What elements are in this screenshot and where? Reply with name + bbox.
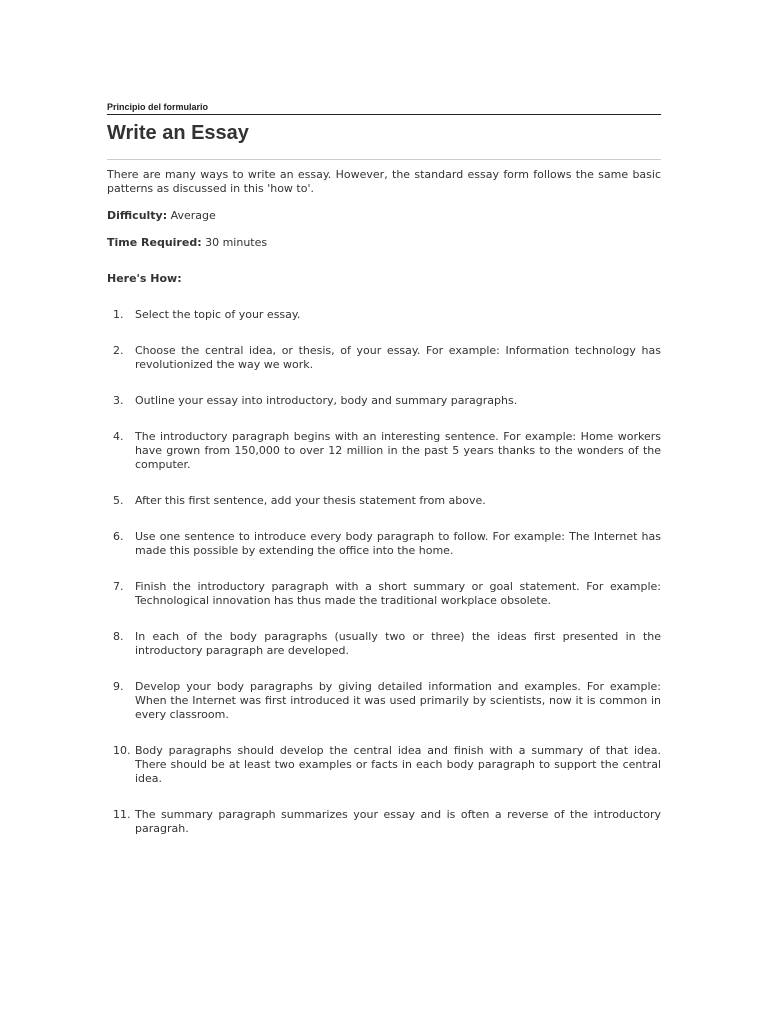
document-page	[107, 101, 661, 858]
step-number: 7.	[113, 580, 124, 593]
time-required-line	[107, 236, 661, 250]
title-divider	[107, 159, 661, 160]
intro-paragraph: There are many ways to write an essay. However, the standard essay form follows the same basic patterns as discussed in this 'how to'.	[107, 168, 661, 195]
step-item	[107, 744, 661, 786]
step-item	[107, 808, 661, 836]
step-item	[107, 308, 661, 322]
step-text: In each of the body paragraphs (usually two or three) the ideas first presented in the introductory paragraph are developed.	[135, 630, 661, 657]
step-item	[107, 630, 661, 658]
step-text: Finish the introductory paragraph with a short summary or goal statement. For example: Technological innovation has thus made the traditional workplace obsolete.	[135, 580, 661, 607]
step-item	[107, 430, 661, 472]
step-number: 5.	[113, 494, 124, 507]
steps-list	[107, 308, 661, 836]
difficulty-value: Average	[170, 209, 216, 222]
step-number: 1.	[113, 308, 124, 321]
step-text: Develop your body paragraphs by giving detailed information and examples. For example: When the Internet was first introduced it was used primarily by scientists, now it is common in every classroom.	[135, 680, 661, 721]
step-number: 3.	[113, 394, 124, 407]
step-number: 8.	[113, 630, 124, 643]
step-number: 6.	[113, 530, 124, 543]
time-required-label: Time Required:	[107, 236, 202, 249]
step-text: Outline your essay into introductory, body and summary paragraphs.	[135, 394, 518, 407]
step-item	[107, 494, 661, 508]
step-number: 2.	[113, 344, 124, 357]
step-number: 11.	[113, 808, 131, 821]
page-title: Write an Essay	[107, 122, 249, 144]
difficulty-label: Difficulty:	[107, 209, 168, 222]
step-text: Choose the central idea, or thesis, of your essay. For example: Information technology has revolutionized the way we work.	[135, 344, 661, 371]
step-number: 4.	[113, 430, 124, 443]
howto-heading: Here's How:	[107, 272, 182, 285]
form-start-label: Principio del formulario	[107, 101, 661, 115]
step-number: 10.	[113, 744, 131, 757]
step-text: Body paragraphs should develop the central idea and finish with a summary of that idea. There should be at least two examples or facts in each body paragraph to support the central idea.	[135, 744, 661, 785]
difficulty-line	[107, 209, 661, 223]
step-item	[107, 580, 661, 608]
step-text: Use one sentence to introduce every body paragraph to follow. For example: The Internet has made this possible by extending the office into the home.	[135, 530, 661, 557]
step-item	[107, 680, 661, 722]
step-item	[107, 394, 661, 408]
step-item	[107, 344, 661, 372]
step-item	[107, 530, 661, 558]
step-text: The summary paragraph summarizes your essay and is often a reverse of the introductory paragrah.	[135, 808, 661, 835]
step-text: Select the topic of your essay.	[135, 308, 301, 321]
time-required-value: 30 minutes	[205, 236, 268, 249]
step-number: 9.	[113, 680, 124, 693]
step-text: After this first sentence, add your thesis statement from above.	[135, 494, 486, 507]
step-text: The introductory paragraph begins with an interesting sentence. For example: Home workers have grown from 150,000 to over 12 million in the past 5 years thanks to the wonders of the computer.	[135, 430, 661, 471]
